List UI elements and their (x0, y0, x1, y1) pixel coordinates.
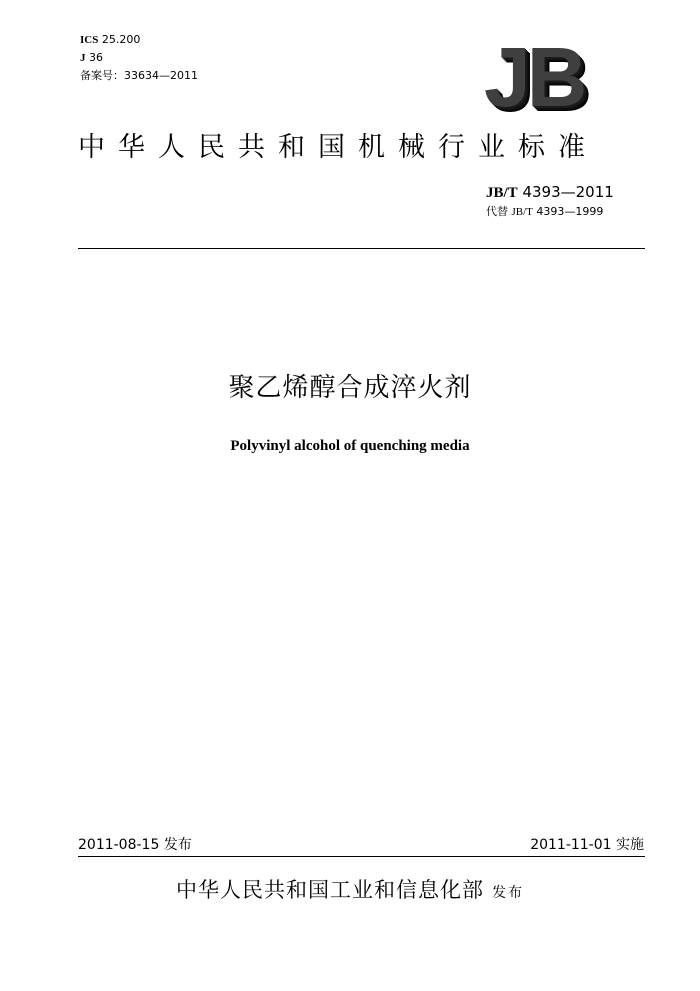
standard-title: 中华人民共和国机械行业标准 (78, 132, 598, 163)
replaces-standard (486, 205, 603, 219)
standard-number-prefix: JB/T (486, 185, 518, 201)
issuer-suffix: 发布 (492, 885, 524, 901)
document-title-english: Polyvinyl alcohol of quenching media (230, 438, 470, 454)
issuer-line (0, 876, 700, 907)
document-title: 聚乙烯醇合成淬火剂 (228, 373, 472, 403)
standard-number (486, 183, 614, 202)
replaces-label: 代替 (486, 205, 508, 218)
standard-number-value: 4393—2011 (522, 183, 614, 201)
footer-divider (78, 856, 645, 857)
classification-value: 36 (89, 51, 103, 64)
filing-number: 备案号：33634—2011 (80, 69, 198, 82)
ics-code (80, 33, 140, 47)
replaces-value: 4393—1999 (536, 205, 604, 218)
ics-value: 25.200 (101, 33, 141, 46)
jb-logo: JB (484, 30, 584, 124)
replaces-prefix: JB/T (511, 206, 533, 218)
classification-code (80, 51, 103, 65)
issue-date: 2011-08-15 发布 (78, 837, 192, 853)
implementation-date: 2011-11-01 实施 (530, 837, 644, 853)
issuer-name: 中华人民共和国工业和信息化部 (176, 878, 484, 902)
ics-label: ICS (80, 34, 99, 46)
header-divider (78, 248, 645, 249)
classification-label: J (80, 52, 86, 64)
